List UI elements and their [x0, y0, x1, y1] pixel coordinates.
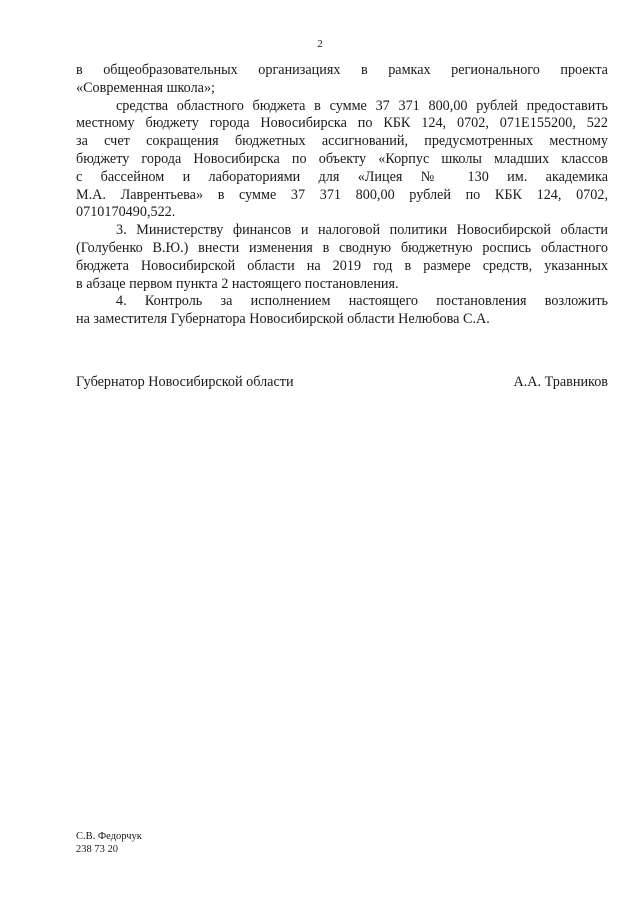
- paragraph-2: [76, 98, 608, 223]
- text-line: «Современная школа»;: [76, 79, 215, 96]
- text-line: на заместителя Губернатора Новосибирской области Нелюбова С.А.: [76, 311, 490, 328]
- text-line: 3. Министерству финансов и налоговой политики Новосибирской области: [116, 222, 608, 239]
- signature-block: [76, 373, 608, 391]
- text-line: М.А. Лаврентьева» в сумме 37 371 800,00 рублей по КБК 124, 0702,: [76, 186, 608, 203]
- text-line: 0710170490,522.: [76, 204, 176, 221]
- text-line: средства областного бюджета в сумме 37 371 800,00 рублей предоставить: [116, 97, 608, 114]
- text-line: за счет сокращения бюджетных ассигнований, предусмотренных местному: [76, 133, 608, 150]
- text-line: 4. Контроль за исполнением настоящего постановления возложить: [116, 293, 608, 310]
- text-line: (Голубенко В.Ю.) внести изменения в сводную бюджетную роспись областного: [76, 239, 608, 256]
- paragraph-3: [76, 222, 608, 293]
- text-line: бюджета Новосибирской области на 2019 год в размере средств, указанных: [76, 257, 608, 274]
- text-line: с бассейном и лабораториями для «Лицея № 130 им. академика: [76, 168, 608, 185]
- executor-name: С.В. Федорчук: [76, 831, 142, 842]
- text-line: местному бюджету города Новосибирска по КБК 124, 0702, 071E155200, 522: [76, 115, 608, 132]
- document-body: [76, 62, 608, 329]
- signatory-name: А.А. Травников: [513, 374, 608, 390]
- paragraph-1: [76, 62, 608, 98]
- text-line: в общеобразовательных организациях в рамках регионального проекта: [76, 62, 608, 78]
- page-number: 2: [317, 38, 323, 50]
- text-line: бюджету города Новосибирска по объекту «Корпус школы младших классов: [76, 150, 608, 167]
- text-line: в абзаце первом пункта 2 настоящего постановления.: [76, 275, 399, 292]
- executor-phone: 238 73 20: [76, 844, 118, 855]
- executor-block: [76, 830, 142, 856]
- paragraph-4: [76, 293, 608, 329]
- signatory-position: Губернатор Новосибирской области: [76, 374, 294, 390]
